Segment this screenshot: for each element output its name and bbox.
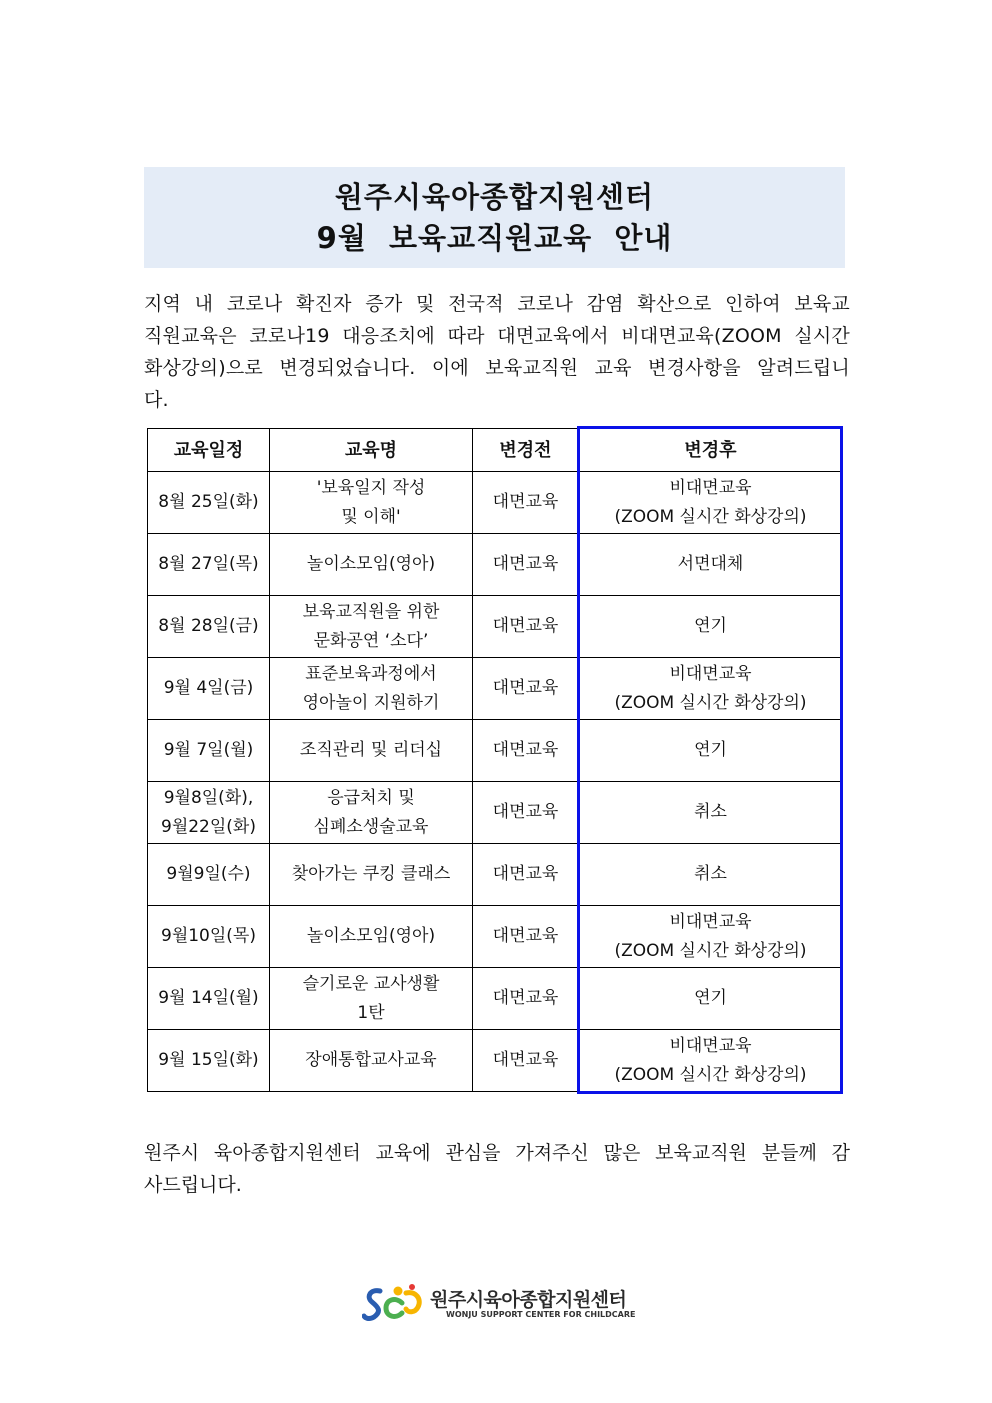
course-cell [270,658,473,720]
date-cell [148,782,270,844]
course-cell-text: 찾아가는 쿠킹 클래스 [291,864,451,884]
date-cell [148,844,270,906]
course-cell [270,720,473,782]
after-cell-text: (ZOOM 실시간 화상강의) [614,940,807,961]
course-cell-text: 슬기로운 교사생활 [302,973,440,994]
course-cell [270,596,473,658]
after-cell-text: (ZOOM 실시간 화상강의) [614,506,807,527]
after-cell [579,968,843,1030]
closing-line: 원주시 육아종합지원센터 교육에 관심을 가져주신 많은 보육교직원 분들께 감 [144,1142,850,1164]
after-cell [579,596,843,658]
before-cell: 대면교육 [473,658,579,720]
course-cell-text: 문화공연 ‘소다’ [313,630,429,651]
logo-english-name: WONJU SUPPORT CENTER FOR CHILDCARE [446,1310,636,1319]
intro-line: 지역 내 코로나 확진자 증가 및 전국적 코로나 감염 확산으로 인하여 보육교 [144,293,850,315]
before-cell: 대면교육 [473,596,579,658]
course-cell-text: 장애통합교사교육 [305,1050,437,1070]
after-cell-text: 연기 [694,616,727,636]
date-cell-text: 9월9일(수) [166,864,251,884]
before-cell: 대면교육 [473,472,579,534]
table-row [148,596,843,658]
after-cell [579,472,843,534]
before-cell: 대면교육 [473,720,579,782]
table-row [148,1030,843,1092]
date-cell-text: 9월 4일(금) [163,678,254,698]
footer-logo [362,1283,636,1325]
table-row [148,906,843,968]
table-row [148,782,843,844]
date-cell [148,596,270,658]
before-cell: 대면교육 [473,844,579,906]
date-cell-text: 9월10일(목) [161,926,256,946]
date-cell-text: 9월 14일(월) [158,988,259,1008]
date-cell-text: 9월 15일(화) [158,1050,259,1070]
course-cell-text: 놀이소모임(영아) [306,554,436,574]
table-row [148,534,843,596]
table-body [148,472,843,1092]
header-after: 변경후 [579,429,843,472]
after-cell-text: 비대면교육 [669,1035,752,1056]
title-banner [144,167,845,268]
date-cell [148,658,270,720]
date-cell-text: 8월 28일(금) [158,616,259,636]
date-cell-text: 9월8일(화), [163,787,254,808]
after-cell [579,658,843,720]
course-cell-text: 조직관리 및 리더십 [299,740,443,760]
course-cell [270,534,473,596]
logo-name: 원주시육아종합지원센터 [430,1289,627,1311]
table-row [148,720,843,782]
date-cell [148,906,270,968]
date-cell-text: 9월22일(화) [161,816,256,837]
after-cell-text: 연기 [694,740,727,760]
date-cell [148,472,270,534]
after-cell [579,1030,843,1092]
after-cell [579,534,843,596]
date-cell-text: 8월 25일(화) [158,492,259,512]
before-cell: 대면교육 [473,906,579,968]
date-cell [148,534,270,596]
course-cell [270,844,473,906]
intro-line: 다. [144,389,169,411]
date-cell [148,968,270,1030]
course-cell-text: 응급처치 및 [327,787,415,808]
header-date: 교육일정 [148,429,270,472]
date-cell [148,1030,270,1092]
before-cell: 대면교육 [473,968,579,1030]
center-logo-icon [362,1283,424,1325]
table-row [148,844,843,906]
after-cell-text: 비대면교육 [669,477,752,498]
course-cell-text: '보육일지 작성 [316,477,426,498]
course-cell [270,906,473,968]
date-cell [148,720,270,782]
after-cell [579,844,843,906]
course-cell-text: 1탄 [357,1002,385,1023]
before-cell: 대면교육 [473,534,579,596]
course-cell-text: 놀이소모임(영아) [306,926,436,946]
page-subtitle: 9월 보육교직원교육 안내 [316,221,673,255]
before-cell: 대면교육 [473,782,579,844]
course-cell [270,472,473,534]
course-cell-text: 심폐소생술교육 [313,816,429,837]
after-cell [579,906,843,968]
table-row [148,968,843,1030]
schedule-table [147,428,843,1092]
after-cell-text: (ZOOM 실시간 화상강의) [614,692,807,713]
before-cell: 대면교육 [473,1030,579,1092]
course-cell-text: 표준보육과정에서 [305,663,437,684]
after-cell [579,720,843,782]
course-cell-text: 보육교직원을 위한 [302,601,440,622]
intro-line: 직원교육은 코로나19 대응조치에 따라 대면교육에서 비대면교육(ZOOM 실시간 [144,325,850,347]
intro-line: 화상강의)으로 변경되었습니다. 이에 보육교직원 교육 변경사항을 알려드립니 [144,357,850,379]
course-cell-text: 영아놀이 지원하기 [302,692,440,713]
course-cell [270,1030,473,1092]
closing-paragraph [144,1137,850,1201]
after-cell-text: 연기 [694,988,727,1008]
date-cell-text: 8월 27일(목) [158,554,259,574]
course-cell [270,968,473,1030]
after-cell-text: 서면대체 [677,554,744,574]
after-cell [579,782,843,844]
closing-line: 사드립니다. [144,1174,242,1196]
after-cell-text: 취소 [694,802,727,822]
table-row [148,658,843,720]
after-cell-text: 비대면교육 [669,663,752,684]
header-course: 교육명 [270,429,473,472]
table-header-row [148,429,843,472]
after-cell-text: (ZOOM 실시간 화상강의) [614,1064,807,1085]
after-cell-text: 비대면교육 [669,911,752,932]
after-cell-text: 취소 [694,864,727,884]
intro-paragraph [144,288,850,416]
page-title: 원주시육아종합지원센터 [334,180,655,214]
table-row [148,472,843,534]
date-cell-text: 9월 7일(월) [163,740,254,760]
course-cell [270,782,473,844]
header-before: 변경전 [473,429,579,472]
course-cell-text: 및 이해' [341,506,401,527]
